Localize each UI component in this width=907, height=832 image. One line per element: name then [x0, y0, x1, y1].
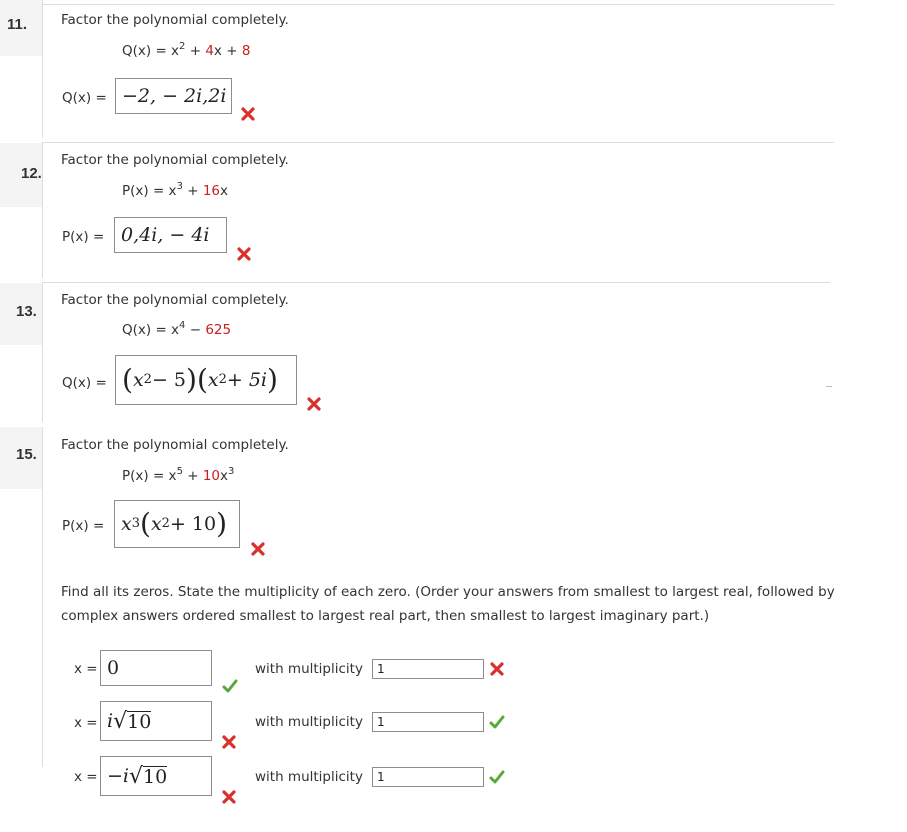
question-divider	[42, 0, 43, 138]
incorrect-x-icon	[250, 541, 266, 557]
polynomial: $P(x) = x^5 + 10x^3$	[122, 466, 235, 484]
question-top-rule	[42, 4, 834, 5]
scroll-tick	[826, 386, 832, 387]
question-number: 13.	[16, 303, 37, 320]
zero-answer-field[interactable]: i √ 10	[100, 701, 212, 741]
polynomial: $P(x) = x^3 + 16x$	[122, 181, 229, 199]
zero-answer-field[interactable]: −i √ 10	[100, 756, 212, 796]
answer-label: P(x) =	[62, 518, 105, 534]
question-prompt: Factor the polynomial completely.	[61, 12, 289, 28]
incorrect-x-icon	[221, 789, 237, 805]
question-divider	[42, 282, 43, 422]
question-top-rule	[42, 282, 830, 283]
multiplicity-input[interactable]: 1	[372, 767, 484, 787]
question-prompt: Factor the polynomial completely.	[61, 152, 289, 168]
multiplicity-label: with multiplicity	[255, 714, 363, 730]
correct-check-icon	[489, 769, 505, 785]
question-prompt: Factor the polynomial completely.	[61, 292, 289, 308]
zero-label: x =	[74, 769, 98, 785]
answer-field[interactable]: −2, − 2i,2i	[115, 78, 232, 114]
polynomial: $Q(x) = x^4 - 625$	[122, 320, 232, 338]
incorrect-x-icon	[221, 734, 237, 750]
correct-check-icon	[489, 714, 505, 730]
incorrect-x-icon	[236, 246, 252, 262]
multiplicity-label: with multiplicity	[255, 769, 363, 785]
multiplicity-input[interactable]: 1	[372, 659, 484, 679]
zero-label: x =	[74, 715, 98, 731]
answer-field[interactable]: 0,4i, − 4i	[114, 217, 227, 253]
multiplicity-input[interactable]: 1	[372, 712, 484, 732]
question-number: 15.	[16, 446, 37, 463]
zero-answer-field[interactable]: 0	[100, 650, 212, 686]
question-number: 12.	[21, 165, 42, 182]
question-divider	[42, 427, 43, 767]
polynomial: $Q(x) = x^2 + 4x + 8$	[122, 41, 251, 59]
zero-label: x =	[74, 661, 98, 677]
multiplicity-label: with multiplicity	[255, 661, 363, 677]
question-prompt: Factor the polynomial completely.	[61, 437, 289, 453]
answer-field[interactable]: x 3 ( x 2 + 10 )	[114, 500, 240, 548]
answer-label: P(x) =	[62, 229, 105, 245]
answer-field[interactable]: ( x 2 − 5 ) ( x 2 + 5i )	[115, 355, 297, 405]
answer-label: Q(x) =	[62, 375, 107, 391]
zeros-instructions: Find all its zeros. State the multiplicity of each zero. (Order your answers from smallest to largest real, followed by complex answers ordered smallest to largest real part, then smallest to largest imaginary part.)	[61, 584, 835, 624]
incorrect-x-icon	[306, 396, 322, 412]
question-top-rule	[42, 142, 834, 143]
incorrect-x-icon	[489, 661, 505, 677]
question-number: 11.	[7, 16, 28, 33]
correct-check-icon	[222, 678, 238, 694]
question-divider	[42, 142, 43, 278]
incorrect-x-icon	[240, 106, 256, 122]
answer-label: Q(x) =	[62, 90, 107, 106]
